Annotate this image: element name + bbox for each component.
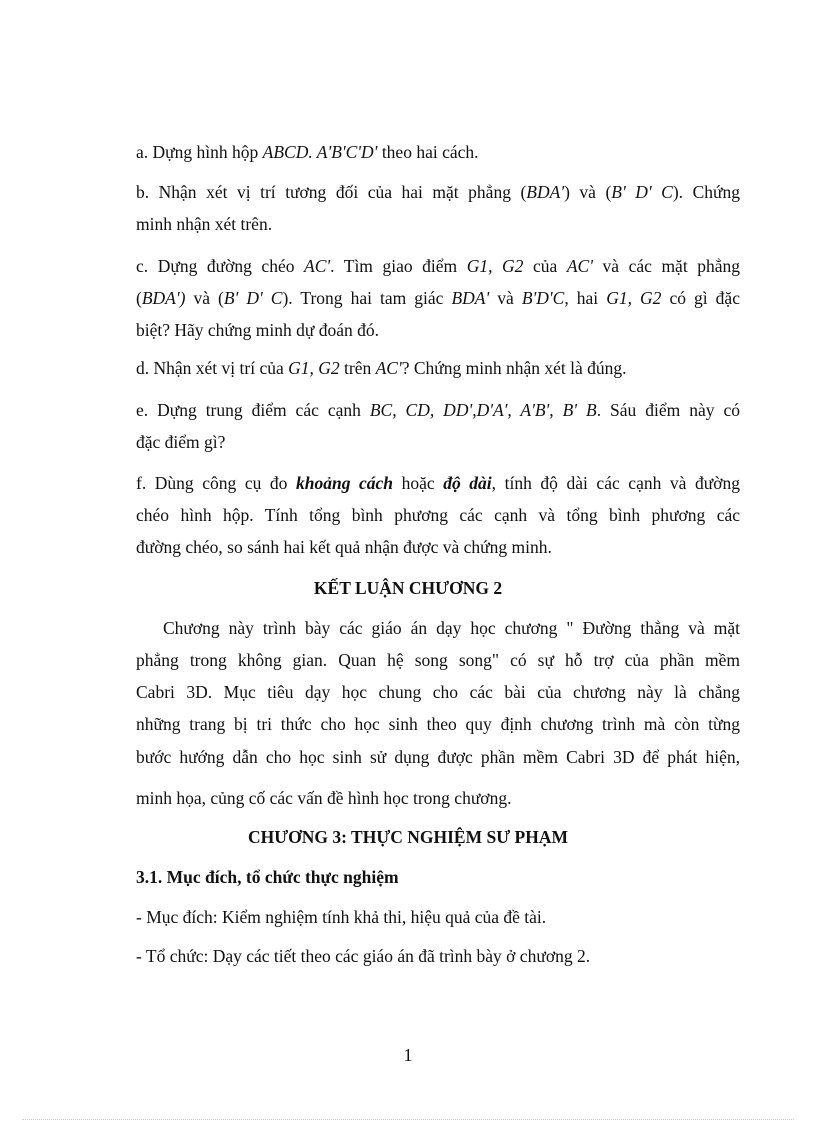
math-expression: AC': [375, 358, 402, 378]
emphasis: khoảng cách: [295, 473, 394, 493]
math-expression: G1, G2: [606, 288, 662, 308]
math-expression: ABCD. A'B'C'D': [262, 142, 378, 162]
item-c-line-2: (BDA') và (B' D' C). Trong hai tam giác BDA' và B'D'C, hai G1, G2 có gì đặc: [136, 288, 740, 308]
math-expression: B' D' C: [223, 288, 283, 308]
conclusion-heading: KẾT LUẬN CHƯƠNG 2: [313, 578, 503, 598]
math-expression: AC': [304, 256, 331, 276]
math-expression: BDA': [526, 182, 565, 202]
purpose-line: - Mục đích: Kiểm nghiệm tính khả thi, hiệu quả của đề tài.: [136, 907, 547, 927]
item-f-line-2: chéo hình hộp. Tính tổng bình phương các cạnh và tổng bình phương các: [136, 505, 740, 525]
item-c-line-3: biệt? Hãy chứng minh dự đoán đó.: [136, 320, 380, 340]
item-c-line-1: c. Dựng đường chéo AC'. Tìm giao điểm G1, G2 của AC' và các mặt phẳng: [136, 256, 741, 276]
page-bottom-divider: [22, 1119, 794, 1120]
item-f-line-3: đường chéo, so sánh hai kết quả nhận được và chứng minh.: [136, 537, 552, 557]
math-expression: G1, G2: [466, 256, 524, 276]
math-expression: BDA': [451, 288, 490, 308]
item-a: a. Dựng hình hộp ABCD. A'B'C'D' theo hai cách.: [136, 142, 479, 162]
math-expression: B'D'C,: [521, 288, 569, 308]
item-e-line-2: đặc điểm gì?: [136, 432, 226, 452]
math-expression: BDA'): [141, 288, 186, 308]
conclusion-line-4: những trang bị tri thức cho học sinh theo quy định chương trình mà còn từng: [136, 714, 740, 734]
conclusion-line-3: Cabri 3D. Mục tiêu dạy học chung cho các bài của chương này là chẳng: [136, 682, 740, 702]
item-b-line-2: minh nhận xét trên.: [136, 214, 273, 234]
math-expression: BC, CD, DD',D'A', A'B', B' B: [369, 400, 597, 420]
conclusion-line-2: phẳng trong không gian. Quan hệ song song" có sự hỗ trợ của phần mềm: [136, 650, 740, 670]
conclusion-line-1: Chương này trình bày các giáo án dạy học chương " Đường thẳng và mặt: [163, 618, 740, 638]
item-d: d. Nhận xét vị trí của G1, G2 trên AC'? Chứng minh nhận xét là đúng.: [136, 358, 627, 378]
math-expression: AC': [566, 256, 593, 276]
page-number: 1: [403, 1045, 413, 1065]
conclusion-line-6: minh họa, củng cố các vấn đề hình học trong chương.: [136, 788, 512, 808]
item-b-line-1: b. Nhận xét vị trí tương đối của hai mặt phẳng (BDA') và (B' D' C). Chứng: [136, 182, 740, 202]
section-heading: 3.1. Mục đích, tổ chức thực nghiệm: [136, 867, 399, 887]
math-expression: B' D' C: [611, 182, 673, 202]
chapter-heading: CHƯƠNG 3: THỰC NGHIỆM SƯ PHẠM: [247, 827, 568, 847]
item-e-line-1: e. Dựng trung điểm các cạnh BC, CD, DD',D'A', A'B', B' B. Sáu điểm này có: [136, 400, 740, 420]
item-f-line-1: f. Dùng công cụ đo khoảng cách hoặc độ dài, tính độ dài các cạnh và đường: [136, 473, 740, 493]
math-expression: G1, G2: [288, 358, 340, 378]
organization-line: - Tổ chức: Dạy các tiết theo các giáo án đã trình bày ở chương 2.: [136, 946, 591, 966]
emphasis: độ dài: [443, 473, 492, 493]
conclusion-line-5: bước hướng dẫn cho học sinh sử dụng được phần mềm Cabri 3D để phát hiện,: [136, 747, 740, 767]
